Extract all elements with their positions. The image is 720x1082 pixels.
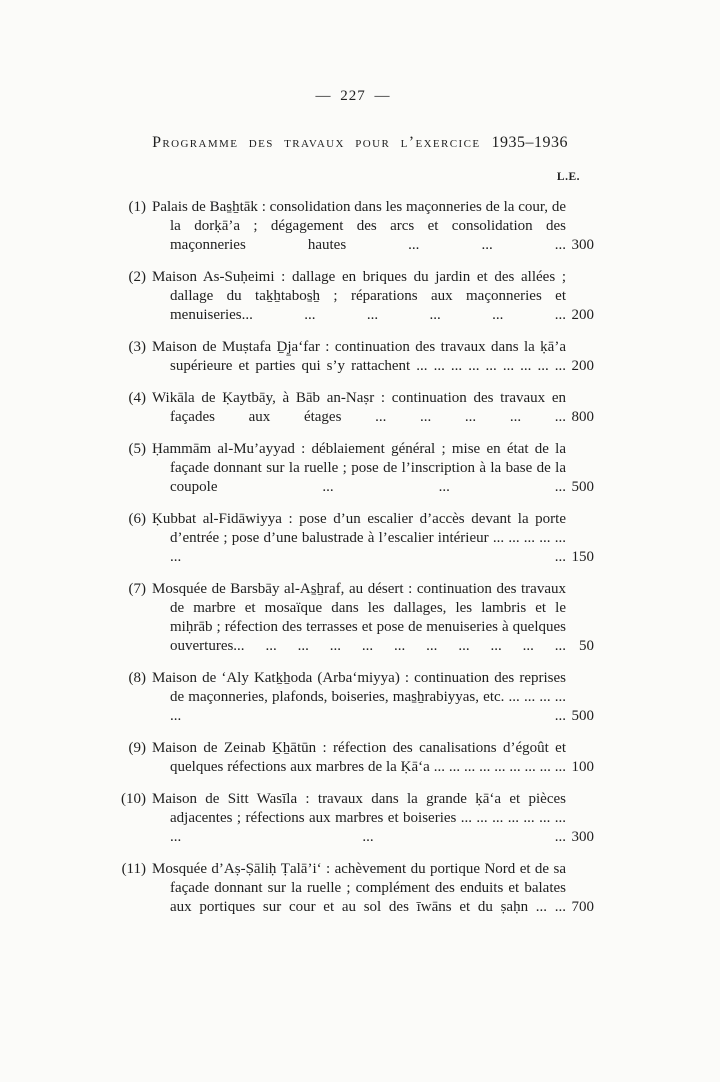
work-item (112, 580, 594, 656)
work-item (112, 440, 594, 497)
document-title (0, 134, 720, 152)
item-amount: 200 (571, 307, 594, 323)
work-item (112, 268, 594, 325)
item-amount: 150 (571, 549, 594, 565)
item-number: (1) (128, 199, 146, 215)
item-amount: 500 (571, 708, 594, 724)
item-amount: 200 (571, 358, 594, 374)
work-item (112, 510, 594, 567)
item-amount: 100 (571, 759, 594, 775)
works-list (112, 198, 594, 930)
item-number: (5) (128, 441, 146, 457)
work-item (112, 860, 594, 917)
work-item (112, 739, 594, 777)
item-number: (7) (128, 581, 146, 597)
item-number: (9) (128, 740, 146, 756)
item-amount: 500 (571, 479, 594, 495)
item-number: (3) (128, 339, 146, 355)
item-description: Maison de Zeinab Ḵẖātūn : réfection des canalisations d’égoût et quelques réfections aux marbres de la Ḳā‘a ... ... ... ... ... ... ... ... ... (152, 740, 566, 775)
item-description: Mosquée d’Aṣ-Ṣāliḥ Ṭalā’i‘ : achèvement du portique Nord et de sa façade donnant sur la ruelle ; complément des enduits et balates aux portiques sur cour et au sol des īwāns et du ṣaḥn ... ... (152, 861, 566, 915)
item-amount: 300 (571, 829, 594, 845)
title-years: 1935–1936 (491, 134, 568, 151)
item-description: Maison de Sitt Wasīla : travaux dans la grande ḳā‘a et pièces adjacentes ; réfections aux marbres et boiseries ... ... ... ... ... ... ... ... ... ... (152, 791, 566, 845)
item-description: Maison de Muṣtafa Ḏj̱a‘far : continuation des travaux dans la ḳā’a supérieure et parties qui s’y rattachent ... ... ... ... ... ... ... ... ... (152, 339, 566, 374)
item-number: (2) (128, 269, 146, 285)
item-description: Maison As-Suḥeimi : dallage en briques du jardin et des allées ; dallage du taḵẖtabos̱ẖ ; réparations aux maçonneries et menuiseries... ... ... ... ... ... (152, 269, 566, 323)
title-text: Programme des travaux pour l’exercice (152, 134, 481, 151)
item-number: (4) (128, 390, 146, 406)
work-item (112, 338, 594, 376)
item-description: Ḥammām al-Mu’ayyad : déblaiement général ; mise en état de la façade donnant sur la ruelle ; pose de l’inscription à la base de la coupole ... ... ... (152, 441, 566, 495)
item-description: Maison de ‘Aly Katḵẖoda (Arba‘miyya) : continuation des reprises de maçonneries, plafonds, boiseries, mas̱ẖrabiyyas, etc. ... ... ... ... ... ... (152, 670, 566, 724)
item-description: Palais de Bas̱ẖtāk : consolidation dans les maçonneries de la cour, de la dorḳā’a ; dégagement des arcs et consolidation des maçonneries hautes ... ... ... (152, 199, 566, 253)
item-number: (11) (121, 861, 146, 877)
item-description: Mosquée de Barsbāy al-As̱ẖraf, au désert : continuation des travaux de marbre et mosaïque dans les dallages, les lambris et le miḥrāb ; réfection des terrasses et pose de menuiseries à quelques ouvertures... ... ... ... ... ... ... ... ... ... ... (152, 581, 566, 654)
item-amount: 800 (571, 409, 594, 425)
item-number: (10) (121, 791, 146, 807)
currency-label: L.E. (556, 171, 580, 183)
page-number: — 227 — (315, 88, 391, 104)
item-amount: 300 (571, 237, 594, 253)
work-item (112, 669, 594, 726)
item-number: (8) (128, 670, 146, 686)
work-item (112, 198, 594, 255)
item-amount: 700 (571, 899, 594, 915)
work-item (112, 389, 594, 427)
work-item (112, 790, 594, 847)
item-description: Ḳubbat al-Fidāwiyya : pose d’un escalier d’accès devant la porte d’entrée ; pose d’une balustrade à l’escalier intérieur ... ... ... ... ... ... ... (152, 511, 566, 565)
item-number: (6) (128, 511, 146, 527)
item-amount: 50 (579, 638, 594, 654)
item-description: Wikāla de Ḳaytbāy, à Bāb an-Naṣr : continuation des travaux en façades aux étages ... ... ... ... ... (152, 390, 566, 425)
